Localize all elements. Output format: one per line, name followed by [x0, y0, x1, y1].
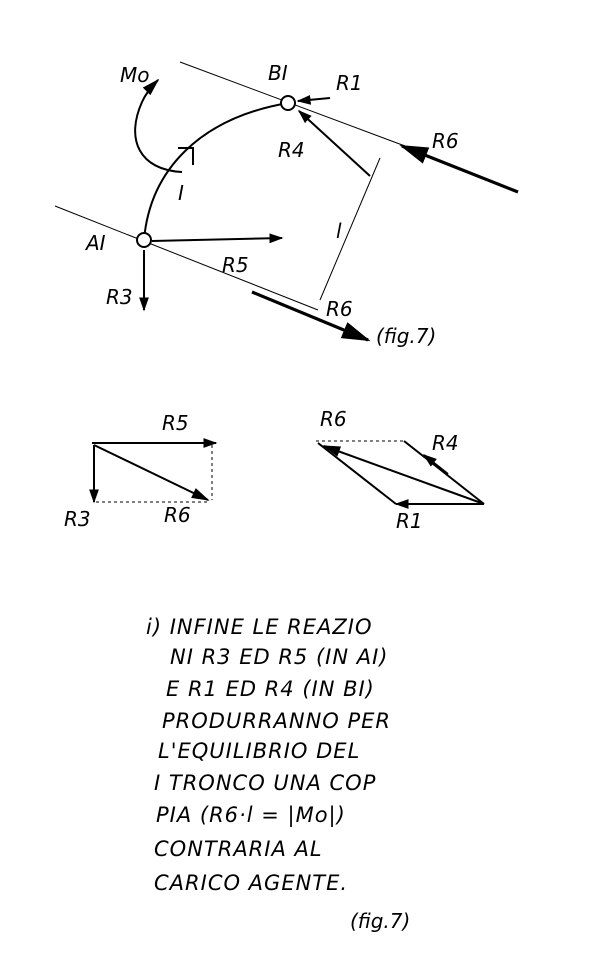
polygon-r6-arrow: [94, 445, 208, 500]
note-line: CARICO AGENTE.: [154, 871, 349, 895]
r6-bottom-label: R6: [326, 297, 353, 321]
polygon-r6-label: R6: [164, 503, 191, 527]
section-label: I: [178, 181, 184, 205]
note-line: CONTRARIA AL: [154, 837, 323, 861]
arch-figure: [55, 61, 518, 348]
hinge-a-icon: [137, 233, 151, 247]
polygon-right-left-edge: [318, 443, 396, 504]
polygon-r4-label: R4: [432, 431, 459, 455]
note-line: E R1 ED R4 (IN BI): [166, 677, 375, 701]
moment-arrow-icon: [135, 80, 182, 172]
length-dimension-line: [320, 158, 380, 300]
force-polygon-left: [64, 411, 216, 531]
r5-arrow: [152, 238, 282, 241]
line-of-action-bottom: [55, 206, 318, 310]
r1-label: R1: [336, 71, 363, 95]
r6-upper-arrow: [402, 146, 518, 192]
note-line: I TRONCO UNA COP: [154, 771, 377, 795]
joint-a-label: AI: [86, 231, 106, 255]
polygon-r1-label: R1: [396, 509, 423, 533]
polygon-r3-label: R3: [64, 507, 91, 531]
note-block: [146, 615, 410, 933]
hinge-b-icon: [281, 96, 295, 110]
arch-curve: [144, 103, 288, 240]
note-line: PIA (R6·l = |Mo|): [156, 803, 346, 827]
polygon-right-r6-label: R6: [320, 407, 347, 431]
r5-label: R5: [222, 253, 249, 277]
note-line: PRODURRANNO PER: [162, 709, 392, 733]
fig-ref-bottom: (fig.7): [350, 909, 411, 933]
note-line: L'EQUILIBRIO DEL: [158, 739, 361, 763]
polygon-r5-label: R5: [162, 411, 189, 435]
moment-label: Mo: [120, 63, 150, 87]
r4-arrow: [299, 111, 370, 176]
r6-top-label: R6: [432, 129, 459, 153]
force-polygon-right: [316, 407, 484, 533]
r4-label: R4: [278, 138, 305, 162]
polygon-r6-arrow: [324, 446, 484, 504]
length-label: l: [336, 219, 342, 243]
r3-label: R3: [106, 285, 133, 309]
note-line: i) INFINE LE REAZIO: [146, 615, 373, 639]
note-line: NI R3 ED R5 (IN AI): [170, 645, 389, 669]
polygon-r4-arrow: [424, 455, 448, 474]
r1-arrow: [298, 98, 330, 101]
fig-ref-top: (fig.7): [376, 324, 437, 348]
joint-b-label: BI: [268, 61, 288, 85]
